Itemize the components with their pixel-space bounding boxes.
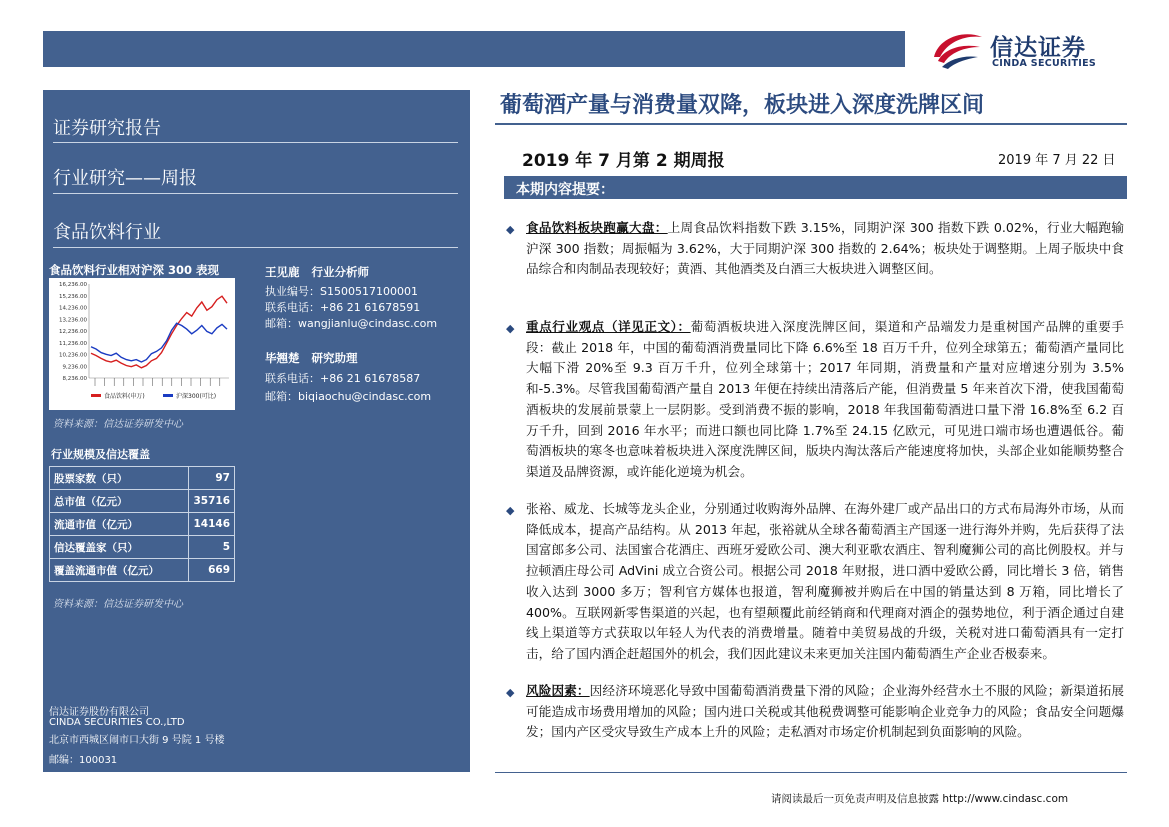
bullet-diamond-icon: ◆ — [506, 223, 515, 236]
report-category: 行业研究——周报 — [53, 168, 197, 189]
analyst-2-phone: 联系电话：+86 21 61678587 — [265, 372, 421, 385]
summary-paragraph-1: 食品饮料板块跑赢大盘：上周食品饮料指数下跌 3.15%，同期沪深 300 指数下跌 0.02%，行业大幅跑输沪深 300 指数；周振幅为 3.62%，大于同期沪深 300 指数的 2.64%；板块处于调整期。上周子版块中食品综合和肉制品表现较好；黄酒、其他酒类及白酒三大板块进入调整区间。 — [526, 220, 1124, 277]
issue-label: 2019 年 7 月第 2 期周报 — [522, 151, 725, 171]
analyst-1-name: 王见鹿 行业分析师 — [265, 265, 370, 279]
report-type: 证券研究报告 — [53, 118, 161, 139]
y-tick-label: 8,236.00 — [62, 376, 87, 382]
table-row: 覆盖流通市值（亿元） 669 — [50, 559, 235, 582]
analyst-2-name: 毕翘楚 研究助理 — [265, 351, 358, 365]
stats-title: 行业规模及信达覆盖 — [51, 448, 150, 461]
company-name-en: CINDA SECURITIES CO.,LTD — [49, 717, 185, 728]
stats-source: 资料来源：信达证券研发中心 — [53, 599, 183, 610]
summary-label: 本期内容提要： — [516, 182, 614, 198]
cinda-logo-mark-icon — [928, 27, 986, 73]
company-name-cn: 信达证券股份有限公司 — [49, 707, 149, 718]
report-title: 葡萄酒产量与消费量双降，板块进入深度洗牌区间 — [500, 93, 985, 118]
analyst-1-email: 邮箱：wangjianlu@cindasc.com — [265, 317, 438, 330]
chart-svg — [49, 278, 235, 410]
y-tick-label: 15,236.00 — [59, 293, 87, 300]
bullet-diamond-icon: ◆ — [506, 322, 515, 335]
y-tick-label: 13,236.00 — [59, 317, 87, 324]
logo-text-en: CINDA SECURITIES — [992, 58, 1097, 69]
divider — [495, 772, 1127, 773]
summary-paragraph-2: 重点行业观点（详见正文）：葡萄酒板块进入深度洗牌区间，渠道和产品端发力是重树国产品牌的重要手段：截止 2018 年，中国的葡萄酒消费量同比下降 6.6%至 18 百万千升，位列全球第五；葡萄酒产量同比大幅下滑 20%至 9.3 百万千升，位列全球第十；2017 年同期，消费量和产量对应增速分别为 3.5%和-5.3%。尽管我国葡萄酒产量自 2013 年便在持续出清落后产能，但消费量 5 年来首次下滑，使我国葡萄酒板块的发展前景蒙上一层阴影。受到消费不振的影响，2018 年我国葡萄酒进口量下滑 16.8%至 6.2 百万千升，回到 2016 年水平；而进口额也同比降 1.7%至 24.15 亿欧元，可见进口端市场也遭遇低谷。葡萄酒板块的寒冬也意味着板块进入深度洗牌区间，版块内淘汰落后产能速度将加快，头部企业如能顺势整合渠道及品牌资源，或许能化逆境为机会。 — [526, 319, 1125, 479]
table-row: 信达覆盖家（只） 5 — [50, 536, 235, 559]
relative-performance-chart — [49, 278, 235, 410]
analyst-1-license: 执业编号：S1500517100001 — [265, 285, 418, 298]
summary-paragraph-3: 张裕、威龙、长城等龙头企业，分别通过收购海外品牌、在海外建厂或产品出口的方式布局海外市场，从而降低成本，提高产品结构。从 2013 年起，张裕就从全球各葡萄酒主产国逐一进行海外并购，先后获得了法国富郎多公司、法国蜜合花酒庄、西班牙爱欧公司、澳大利亚歌农酒庄、智利魔狮公司的高比例股权。并与拉顿酒庄母公司 AdVini 成立合资公司。根据公司 2018 年财报，进口酒中爱欧公爵，同比增长 3 倍，销售收入达到 3000 多万；智利官方媒体也报道，智利魔狮被并购后在中国的销量达到 8 万箱，同比增长了 400%。互联网新零售渠道的兴起，也有望颠覆此前经销商和代理商对酒企的强势地位，利于酒企通过自建线上渠道等方式获取以年轻人为代表的消费增量。随着中美贸易战的升级，关税对进口葡萄酒具有一定打击，给了国内酒企赶超国外的机会，我们因此建议未来更加关注国内葡萄酒生产企业否极泰来。 — [526, 501, 1124, 661]
divider — [53, 247, 458, 248]
summary-header — [504, 176, 1127, 199]
table-row: 股票家数（只） 97 — [50, 467, 235, 490]
legend-label: 沪深300(可比) — [176, 393, 217, 400]
industry-stats-table — [49, 466, 235, 582]
table-row: 流通市值（亿元） 14146 — [50, 513, 235, 536]
bullet-diamond-icon: ◆ — [506, 504, 515, 517]
analyst-1-phone: 联系电话：+86 21 61678591 — [265, 301, 421, 314]
company-postcode: 邮编：100031 — [49, 755, 118, 766]
chart-title: 食品饮料行业相对沪深 300 表现 — [49, 263, 220, 277]
divider — [53, 142, 458, 143]
chart-source: 资料来源：信达证券研发中心 — [53, 419, 183, 430]
sidebar — [43, 90, 470, 772]
logo-text-cn: 信达证券 — [990, 35, 1086, 61]
y-tick-label: 10,236.00 — [59, 352, 87, 359]
y-tick-label: 12,236.00 — [59, 329, 87, 335]
divider — [53, 193, 458, 194]
company-address: 北京市西城区闹市口大街 9 号院 1 号楼 — [49, 735, 225, 746]
legend-swatch — [91, 394, 101, 397]
divider — [495, 123, 1127, 125]
y-tick-label: 16,236.00 — [59, 282, 87, 288]
top-banner — [43, 31, 905, 67]
y-tick-label: 9,236.00 — [62, 364, 87, 371]
bullet-diamond-icon: ◆ — [506, 686, 515, 699]
disclaimer-footer: 请阅读最后一页免责声明及信息披露 http://www.cindasc.com — [771, 793, 1069, 805]
legend-label: 食品饮料(申万) — [104, 393, 145, 400]
table-row: 总市值（亿元） 35716 — [50, 490, 235, 513]
analyst-2-email: 邮箱：biqiaochu@cindasc.com — [265, 390, 432, 403]
y-tick-label: 11,236.00 — [59, 340, 87, 347]
summary-paragraph-4: 风险因素：因经济环境恶化导致中国葡萄酒消费量下滑的风险；企业海外经营水土不服的风险；新渠道拓展可能造成市场费用增加的风险；国内进口关税或其他税费调整可能影响企业竞争力的风险；食品安全问题爆发；国内产区受灾导致生产成本上升的风险；走私酒对市场定价机制起到负面影响的风险。 — [526, 683, 1125, 740]
industry-name: 食品饮料行业 — [53, 222, 161, 243]
y-tick-label: 14,236.00 — [59, 305, 87, 312]
cinda-logo — [928, 27, 1128, 77]
report-date: 2019 年 7 月 22 日 — [998, 153, 1116, 168]
legend-swatch — [163, 394, 173, 397]
